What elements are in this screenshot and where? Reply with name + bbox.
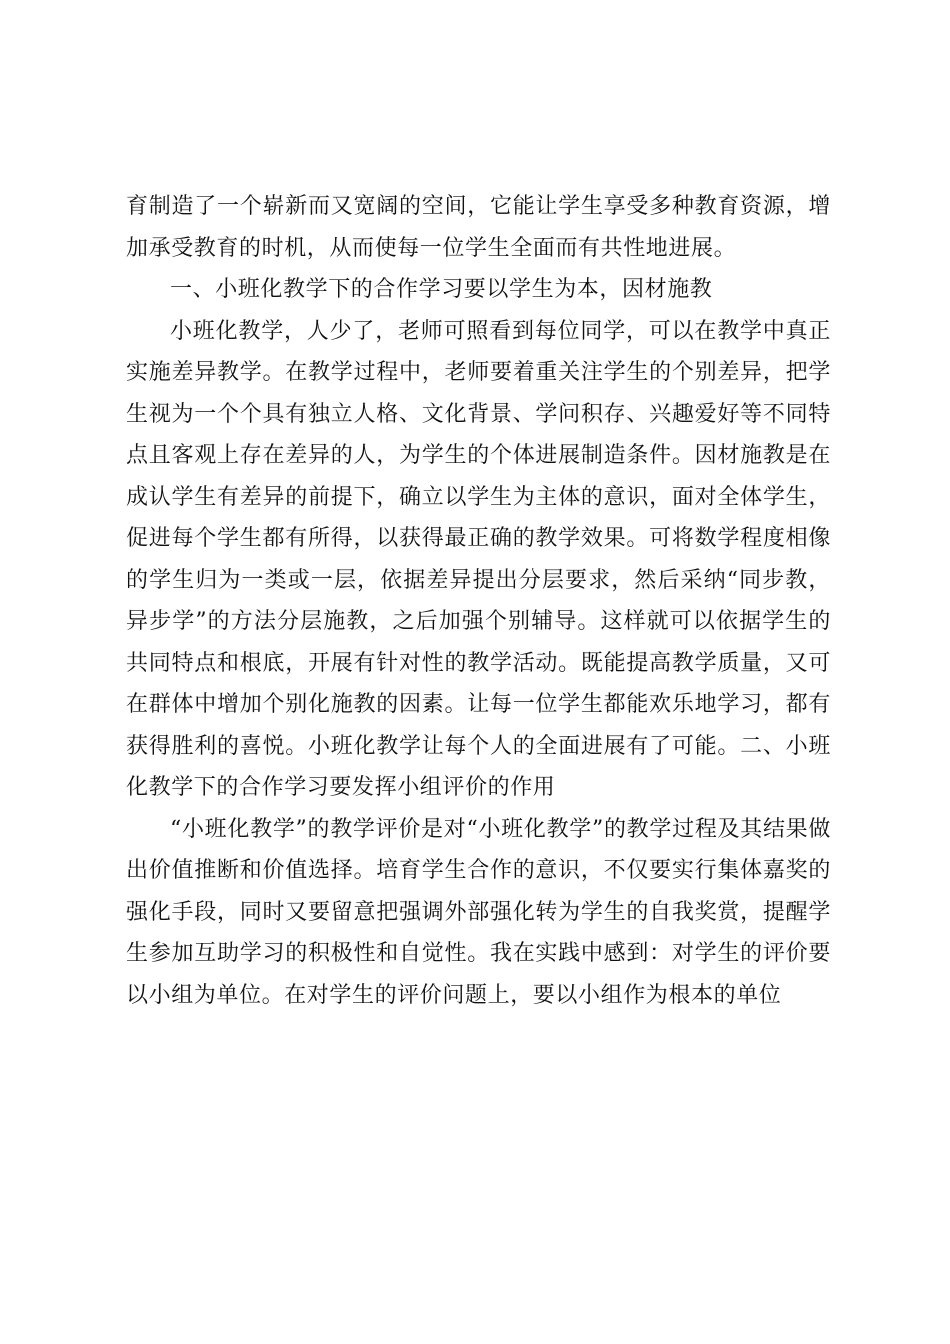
paragraph-continuation: 育制造了一个崭新而又宽阔的空间，它能让学生享受多种教育资源，增加承受教育的时机，从而使每一位学生全面而有共性地进展。 — [126, 194, 831, 261]
paragraph-evaluation: “小班化教学”的教学评价是对“小班化教学”的教学过程及其结果做出价值推断和价值选择。培育学生合作的意识，不仅要实行集体嘉奖的强化手段，同时又要留意把强调外部强化转为学生的自我奖赏，提醒学生参加互助学习的积极性和自觉性。我在实践中感到：对学生的评价要以小组为单位。在对学生的评价问题上，要以小组作为根本的单位 — [126, 816, 831, 1008]
document-body — [126, 186, 831, 1016]
section-heading-1: 一、小班化教学下的合作学习要以学生为本，因材施教 — [170, 277, 713, 302]
paragraph-differentiated-teaching: 小班化教学，人少了，老师可照看到每位同学，可以在教学中真正实施差异教学。在教学过程中，老师要着重关注学生的个别差异，把学生视为一个个具有独立人格、文化背景、学问积存、兴趣爱好等不同特点且客观上存在差异的人，为学生的个体进展制造条件。因材施教是在成认学生有差异的前提下，确立以学生为主体的意识，面对全体学生，促进每个学生都有所得，以获得最正确的教学效果。可将数学程度相像的学生归为一类或一层，依据差异提出分层要求，然后采纳“同步教，异步学”的方法分层施教，之后加强个别辅导。这样就可以依据学生的共同特点和根底，开展有针对性的教学活动。既能提高教学质量，又可在群体中增加个别化施教的因素。让每一位学生都能欢乐地学习，都有获得胜利的喜悦。小班化教学让每个人的全面进展有了可能。二、小班化教学下的合作学习要发挥小组评价的作用 — [126, 318, 831, 800]
